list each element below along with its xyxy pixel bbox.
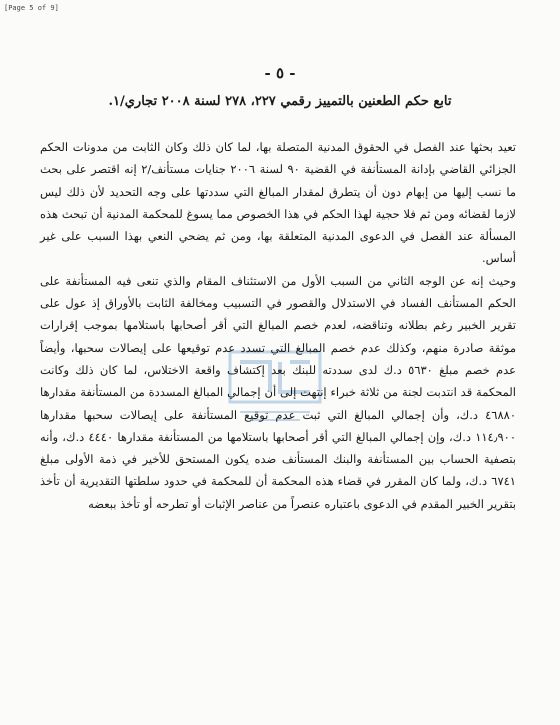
body-text	[40, 136, 516, 515]
paragraph-2: وحيث إنه عن الوجه الثاني من السبب الأول من الاستئناف المقام والذي تنعى فيه المستأنفة على الحكم المستأنف الفساد في الاستدلال والقصور في التسبيب ومخالفة الثابت بالأوراق إذ عول على تقرير الخبير رغم بطلانه وتناقضه، لعدم خصم المبالغ التي أقر أصحابها باستلامها بموجب إقرارات موثقة صادرة منهم، وكذلك عدم خصم المبالغ التي تسدد عدم توقيعها على إيصالات سحبها، وأيضاً عدم خصم مبلغ ٥٦٣٠ د.ك لدى سددته للبنك بعد إكتشاف واقعة الاختلاس، لما كان ذلك وكانت المحكمة قد انتدبت لجنة من ثلاثة خبراء إنتهت إلى أن إجمالي المبالغ المسددة من المستأنفة مقدارها ٤٦٨٨٠ د.ك، وأن إجمالي المبالغ التي ثبت عدم توقيع المستأنفة على إيصالات سحبها مقدارها ١١٤٫٩٠٠ د.ك، وإن إجمالي المبالغ التي أقر أصحابها باستلامها من المستأنفة مقدارها ٤٤٤٠ د.ك، وأنه بتصفية الحساب بين المستأنفة والبنك المستأنف ضده يكون المستحق للأخير في ذمة الأولى مبلغ ٦٧٤١ د.ك، ولما كان المقرر في قضاء هذه المحكمة أن للمحكمة في حدود سلطتها التقديرية أن تأخذ بتقرير الخبير المقدم في الدعوى باعتباره عنصراً من عناصر الإثبات أو تطرحه أو تأخذ ببعضه	[40, 273, 516, 511]
page-label: [Page 5 of 9]	[4, 4, 59, 12]
continuation-title: تابع حكم الطعنين بالتمييز رقمي ٢٢٧، ٢٧٨ لسنة ٢٠٠٨ تجاري/١.	[108, 94, 452, 109]
paragraph-1: تعيد بحثها عند الفصل في الحقوق المدنية المتصلة بها، لما كان ذلك وكان الثابت من مدونات الحكم الجزائي القاضي بإدانة المستأنفة في القضية ٩٠ لسنة ٢٠٠٦ جنايات مستأنف/٢ إنه اقتصر على بحث ما نسب إليها من إبهام دون أن يتطرق لمقدار المبالغ التي سددتها على وجه التحديد لأن ذلك ليس لازما لقضائه ومن ثم فلا حجية لهذا الحكم في هذا الخصوص مما يسوغ للمحكمة المدنية أن تبحث هذه المسألة عند الفصل في الدعوى المدنية المتعلقة بها، ومن ثم يضحي النعي بهذا السبب على غير أساس.	[40, 140, 516, 266]
page-number: - ٥ -	[264, 64, 296, 82]
